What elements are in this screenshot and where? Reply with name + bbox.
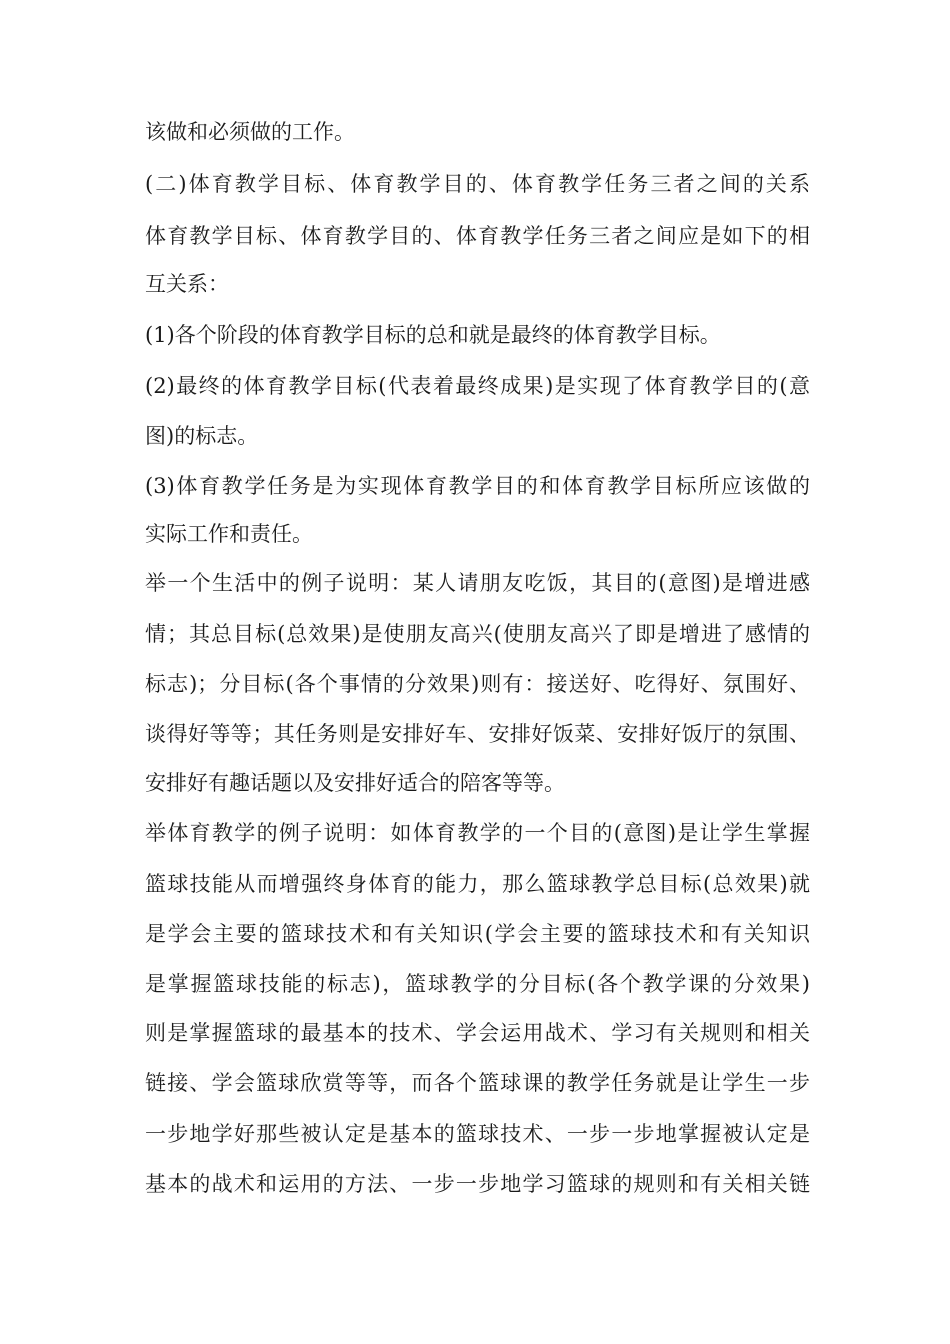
pe-example-line-6: 链接、学会篮球欣赏等等，而各个篮球课的教学任务就是让学生一步 (145, 1071, 810, 1095)
example-line-5: 安排好有趣话题以及安排好适合的陪客等等。 (145, 771, 565, 795)
pe-example-line-3: 是学会主要的篮球技术和有关知识(学会主要的篮球技术和有关知识 (145, 922, 810, 946)
section-heading: (二)体育教学目标、体育教学目的、体育教学任务三者之间的关系 (145, 172, 810, 196)
pe-example-line-1: 举体育教学的例子说明：如体育教学的一个目的(意图)是让学生掌握 (145, 821, 810, 845)
pe-example-line-2: 篮球技能从而增强终身体育的能力，那么篮球教学总目标(总效果)就 (145, 872, 810, 896)
list-item-1: (1)各个阶段的体育教学目标的总和就是最终的体育教学目标。 (145, 323, 721, 347)
list-item-3-cont: 实际工作和责任。 (145, 522, 313, 546)
text-line-4: 互关系： (145, 272, 229, 296)
example-line-1: 举一个生活中的例子说明：某人请朋友吃饭，其目的(意图)是增进感 (145, 571, 810, 595)
example-line-4: 谈得好等等；其任务则是安排好车、安排好饭菜、安排好饭厅的氛围、 (145, 722, 810, 746)
pe-example-line-5: 则是掌握篮球的最基本的技术、学会运用战术、学习有关规则和相关 (145, 1021, 810, 1045)
list-item-3: (3)体育教学任务是为实现体育教学目的和体育教学目标所应该做的 (145, 474, 810, 498)
pe-example-line-7: 一步地学好那些被认定是基本的篮球技术、一步一步地掌握被认定是 (145, 1122, 810, 1146)
pe-example-line-8: 基本的战术和运用的方法、一步一步地学习篮球的规则和有关相关链 (145, 1172, 810, 1196)
pe-example-line-4: 是掌握篮球技能的标志)，篮球教学的分目标(各个教学课的分效果) (145, 972, 810, 996)
example-line-2: 情；其总目标(总效果)是使朋友高兴(使朋友高兴了即是增进了感情的 (145, 622, 810, 646)
text-line-1: 该做和必须做的工作。 (145, 120, 355, 144)
example-line-3: 标志)；分目标(各个事情的分效果)则有：接送好、吃得好、氛围好、 (145, 672, 810, 696)
text-line-3: 体育教学目标、体育教学目的、体育教学任务三者之间应是如下的相 (145, 224, 810, 248)
list-item-2: (2)最终的体育教学目标(代表着最终成果)是实现了体育教学目的(意 (145, 374, 810, 398)
list-item-2-cont: 图)的标志。 (145, 424, 259, 448)
